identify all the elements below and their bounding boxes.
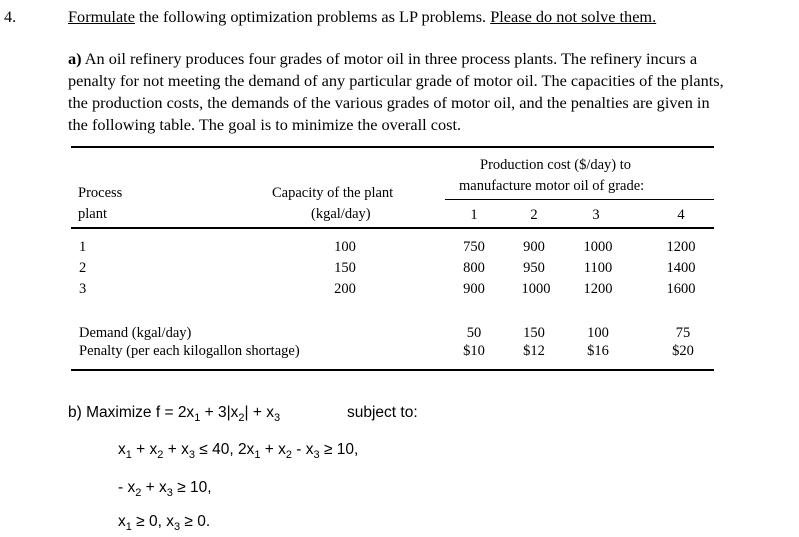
subscript: 2 xyxy=(135,487,142,499)
penalty-cell: $20 xyxy=(672,343,694,359)
constraint-term: - x xyxy=(118,479,136,496)
part-b-label: b) Maximize f = 2x xyxy=(68,404,195,421)
demand-cell: 75 xyxy=(675,325,691,341)
subscript: 3 xyxy=(188,449,195,461)
grade-3: 3 xyxy=(592,207,600,223)
plant-number: 2 xyxy=(79,260,87,276)
subscript: 1 xyxy=(125,521,132,533)
cost-header-rule xyxy=(445,199,714,200)
constraint-term: ≥ 0. xyxy=(180,513,211,530)
capacity-cell: 100 xyxy=(334,239,356,255)
heading-do-not-solve: Please do not solve them. xyxy=(490,7,657,26)
constraint-term: ≥ 10, xyxy=(319,441,359,458)
subscript: 3 xyxy=(313,449,320,461)
cost-cell: 800 xyxy=(463,260,485,276)
constraint-term: x xyxy=(118,513,126,530)
cost-cell: 1200 xyxy=(666,239,696,255)
constraint-term: ≥ 10, xyxy=(172,479,212,496)
heading-mid: the following optimization problems as LP problems. xyxy=(134,7,491,26)
cost-cell: 1000 xyxy=(583,239,613,255)
cost-cell: 1200 xyxy=(583,281,613,297)
constraint-term: + x xyxy=(260,441,286,458)
constraint-3 xyxy=(118,513,210,531)
demand-cell: 150 xyxy=(523,325,545,341)
cost-cell: 750 xyxy=(463,239,485,255)
subscript: 1 xyxy=(194,412,201,424)
demand-cell: 100 xyxy=(587,325,609,341)
subscript: 2 xyxy=(238,412,245,424)
cost-cell: 900 xyxy=(523,239,545,255)
subscript: 1 xyxy=(125,449,132,461)
header-plant: plant xyxy=(78,206,107,222)
cost-cell: 1600 xyxy=(666,281,696,297)
plant-number: 1 xyxy=(79,239,87,255)
penalty-cell: $16 xyxy=(587,343,609,359)
part-a-line-1 xyxy=(68,48,697,70)
header-process: Process xyxy=(78,185,123,201)
table-bottom-rule xyxy=(71,369,714,371)
subscript: 3 xyxy=(166,487,173,499)
header-bottom-rule xyxy=(71,227,714,229)
capacity-cell: 150 xyxy=(334,260,356,276)
subject-to: subject to: xyxy=(347,404,418,421)
penalty-cell: $10 xyxy=(463,343,485,359)
constraint-term: + x xyxy=(163,441,189,458)
constraint-term: ≤ 40, 2x xyxy=(194,441,255,458)
table-top-rule xyxy=(71,146,714,148)
demand-cell: 50 xyxy=(466,325,482,341)
subscript: 2 xyxy=(285,449,292,461)
constraint-1 xyxy=(118,441,358,459)
part-a-line-4: the following table. The goal is to minimize the overall cost. xyxy=(68,115,462,134)
heading-formulate: Formulate xyxy=(68,7,135,26)
problem-heading xyxy=(68,6,656,28)
part-a-line-3: the production costs, the demands of the various grades of motor oil, and the penalties are given in xyxy=(68,93,710,112)
objective-term: + 3|x xyxy=(200,404,239,421)
subscript: 3 xyxy=(273,412,281,424)
constraint-term: ≥ 0, x xyxy=(131,513,174,530)
capacity-cell: 200 xyxy=(334,281,356,297)
penalty-cell: $12 xyxy=(523,343,545,359)
problem-number: 4. xyxy=(4,7,17,26)
subscript: 3 xyxy=(173,521,181,533)
subscript: 1 xyxy=(254,449,261,461)
header-capacity-unit: (kgal/day) xyxy=(311,206,371,222)
constraint-term: + x xyxy=(141,479,167,496)
cost-cell: 1000 xyxy=(521,281,551,297)
cost-cell: 1100 xyxy=(583,260,613,276)
part-a-line-2: penalty for not meeting the demand of any particular grade of motor oil. The capacities of the plants, xyxy=(68,71,724,90)
header-cost-line-1: Production cost ($/day) to xyxy=(480,157,632,173)
part-a-label: a) xyxy=(68,49,82,68)
grade-1: 1 xyxy=(470,207,478,223)
part-b-objective xyxy=(68,404,280,422)
grade-4: 4 xyxy=(677,207,685,223)
cost-cell: 950 xyxy=(523,260,545,276)
part-a-text-1: An oil refinery produces four grades of motor oil in three process plants. The refinery incurs a xyxy=(81,49,698,68)
header-cost-line-2: manufacture motor oil of grade: xyxy=(459,178,645,194)
constraint-term: - x xyxy=(291,441,314,458)
subscript: 2 xyxy=(157,449,164,461)
objective-term: | + x xyxy=(244,404,274,421)
penalty-label: Penalty (per each kilogallon shortage) xyxy=(79,343,300,359)
constraint-term: + x xyxy=(131,441,158,458)
constraint-term: x xyxy=(118,441,126,458)
cost-cell: 1400 xyxy=(666,260,696,276)
demand-label: Demand (kgal/day) xyxy=(79,325,192,341)
cost-cell: 900 xyxy=(463,281,485,297)
constraint-2 xyxy=(118,479,212,497)
plant-number: 3 xyxy=(79,281,87,297)
header-capacity: Capacity of the plant xyxy=(272,185,394,201)
grade-2: 2 xyxy=(530,207,538,223)
